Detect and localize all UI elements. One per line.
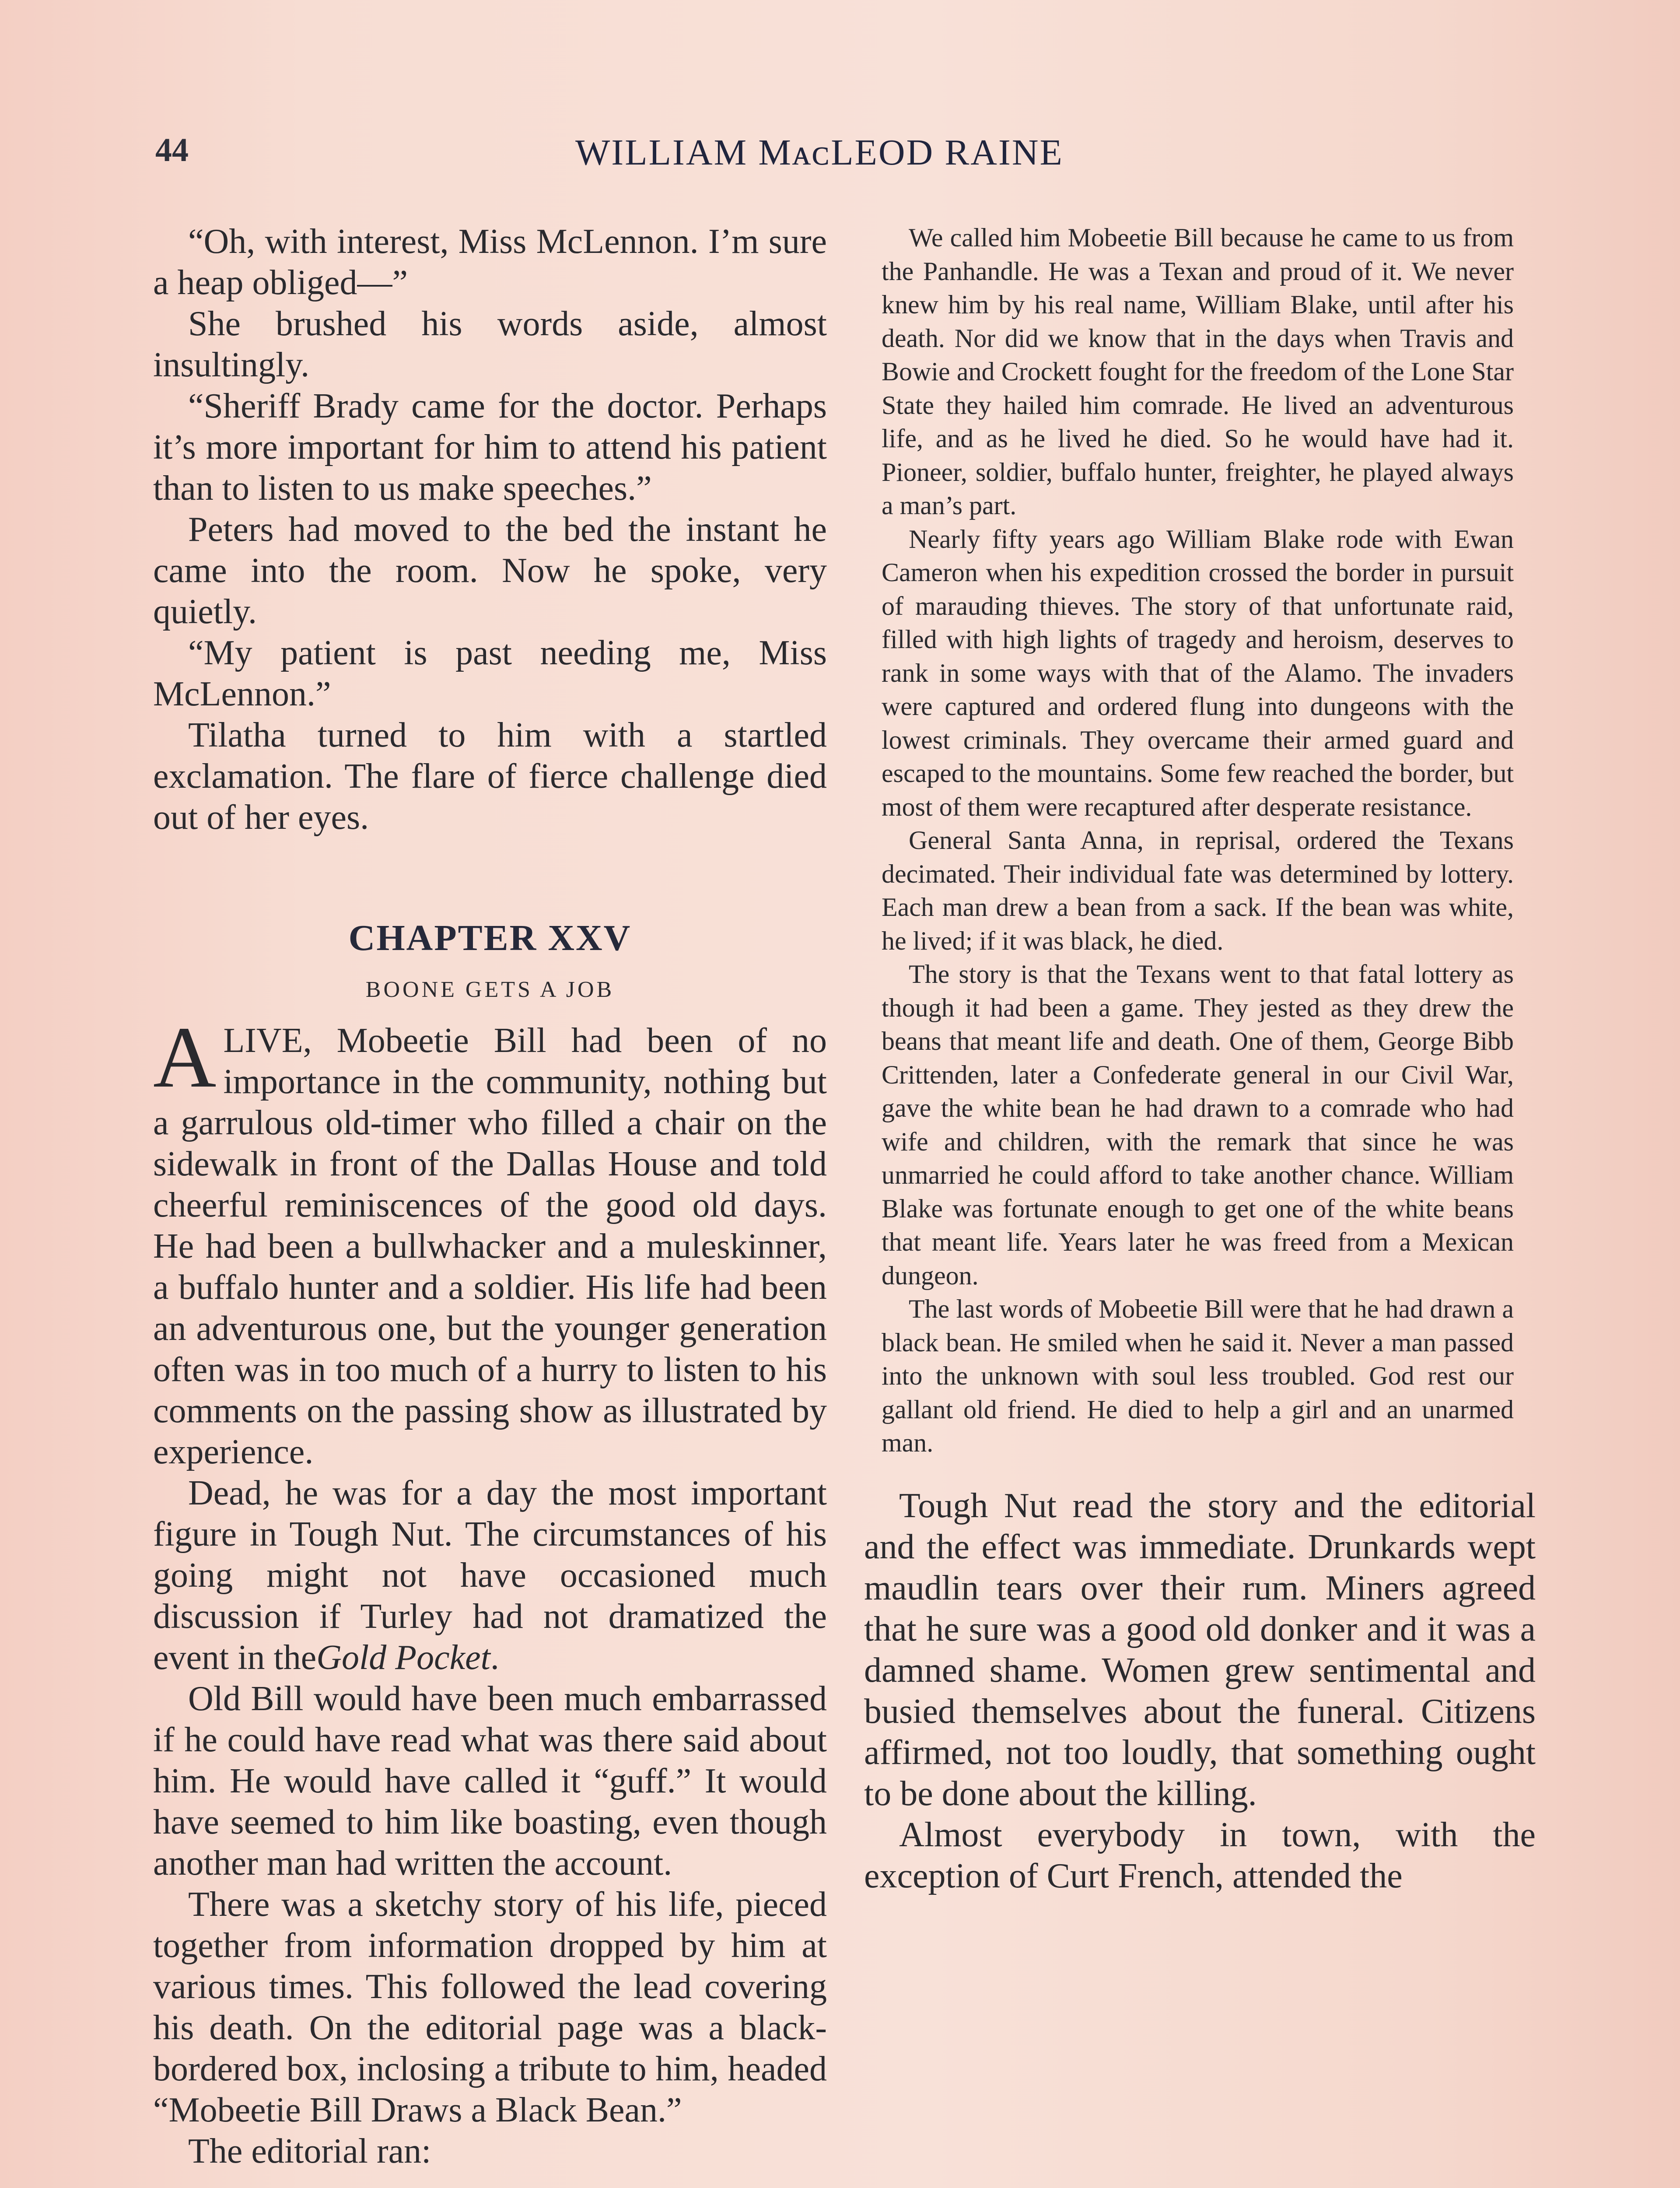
paragraph: “Oh, with interest, Miss McLennon. I’m sure a heap obliged—” — [153, 222, 827, 302]
paragraph: Almost everybody in town, with the exception of Curt French, attended the — [864, 1815, 1536, 1895]
editorial-paragraph: General Santa Anna, in reprisal, ordered the Texans decimated. Their individual fate was determined by lottery. Each man drew a bean from a sack. If the bean was white, he lived; if it was black, he died. — [882, 826, 1514, 955]
paragraph: Tough Nut read the story and the editorial and the effect was immediate. Drunkards wept maudlin tears over their rum. Miners agreed that he sure was a good old donker and it was a damned shame. Women grew sentimental and busied themselves about the funeral. Citizens affirmed, not too loudly, that something ought to be done about the killing. — [864, 1486, 1536, 1813]
right-column — [864, 221, 1536, 1897]
paragraph: The editorial ran: — [188, 2132, 431, 2170]
editorial-paragraph: We called him Mobeetie Bill because he came to us from the Panhandle. He was a Texan and proud of it. We never knew him by his real name, William Blake, until after his death. Nor did we know that in the days when Travis and Bowie and Crockett fought for the freedom of the Lone Star State they hailed him comrade. He lived an adventurous life, and as he lived he died. So he would have had it. Pioneer, soldier, buffalo hunter, freighter, he played always a man’s part. — [882, 223, 1514, 520]
left-column — [153, 221, 827, 2172]
page-header — [155, 131, 1547, 179]
paragraph-text: Dead, he was for a day the most important figure in Tough Nut. The circumstances of his going might not have occasioned much discussion if Turley had not dramatized the event in the — [153, 1474, 827, 1677]
paragraph: Peters had moved to the bed the instant he came into the room. Now he spoke, very quietly. — [153, 510, 827, 631]
drop-cap: A — [153, 1009, 217, 1106]
paragraph: Old Bill would have been much embarrassed if he could have read what was there said about him. He would have called it “guff.” It would have seemed to him like boasting, even though another man had written the account. — [153, 1680, 827, 1883]
chapter-subtitle: BOONE GETS A JOB — [365, 977, 615, 1002]
editorial-paragraph: The story is that the Texans went to that fatal lottery as though it had been a game. They jested as they drew the beans that meant life and death. One of them, George Bibb Crittenden, later a Confederate general in our Civil War, gave the white bean he had drawn to a comrade who had wife and children, with the remark that since he was unmarried he could afford to take another chance. William Blake was fortunate enough to get one of the white beans that meant life. Years later he was freed from a Mexican dungeon. — [882, 960, 1514, 1290]
editorial-box — [864, 221, 1536, 1460]
page-number: 44 — [155, 132, 189, 168]
paragraph: “My patient is past needing me, Miss McLennon.” — [153, 634, 827, 713]
opening-text: LIVE, Mobeetie Bill had been of no importance in the community, nothing but a garrulous old-timer who filled a chair on the sidewalk in front of the Dallas House and told cheerful reminiscences of the good old days. He had been a bullwhacker and a muleskinner, a buffalo hunter and a soldier. His life had been an adventurous one, but the younger generation often was in too much of a hurry to listen to his comments on the passing show as illustrated by experience. — [153, 1021, 827, 1471]
editorial-paragraph: The last words of Mobeetie Bill were that he had drawn a black bean. He smiled when he said it. Never a man passed into the unknown with soul less troubled. God rest our gallant old friend. He died to help a girl and an unarmed man. — [882, 1294, 1514, 1457]
paragraph: There was a sketchy story of his life, pieced together from information dropped by him at various times. This followed the lead covering his death. On the editorial page was a black-bordered box, inclosing a tribute to him, headed “Mobeetie Bill Draws a Black Bean.” — [153, 1885, 827, 2129]
paragraph — [153, 1473, 827, 1678]
paragraph-end: . — [490, 1638, 499, 1677]
paragraph: Tilatha turned to him with a startled exclamation. The flare of fierce challenge died out of her eyes. — [153, 716, 827, 837]
right-body — [864, 1485, 1536, 1897]
paragraph: “Sheriff Brady came for the doctor. Perhaps it’s more important for him to attend his patient than to listen to us make speeches.” — [153, 387, 827, 508]
running-head: WILLIAM MᴀᴄLEOD RAINE — [575, 132, 1064, 173]
paragraph: She brushed his words aside, almost insultingly. — [153, 305, 827, 384]
newspaper-name: Gold Pocket — [316, 1638, 490, 1677]
editorial-paragraph: Nearly fifty years ago William Blake rode with Ewan Cameron when his expedition crossed the border in pursuit of marauding thieves. The story of that unfortunate raid, filled with high lights of tragedy and heroism, deserves to rank in some ways with that of the Alamo. The invaders were captured and ordered flung into dungeons with the lowest criminals. They overcame their armed guard and escaped to the mountains. Some few reached the border, but most of them were recaptured after desperate resistance. — [882, 524, 1514, 821]
chapter-title: CHAPTER XXV — [348, 918, 632, 958]
opening-paragraph — [153, 1009, 827, 1473]
